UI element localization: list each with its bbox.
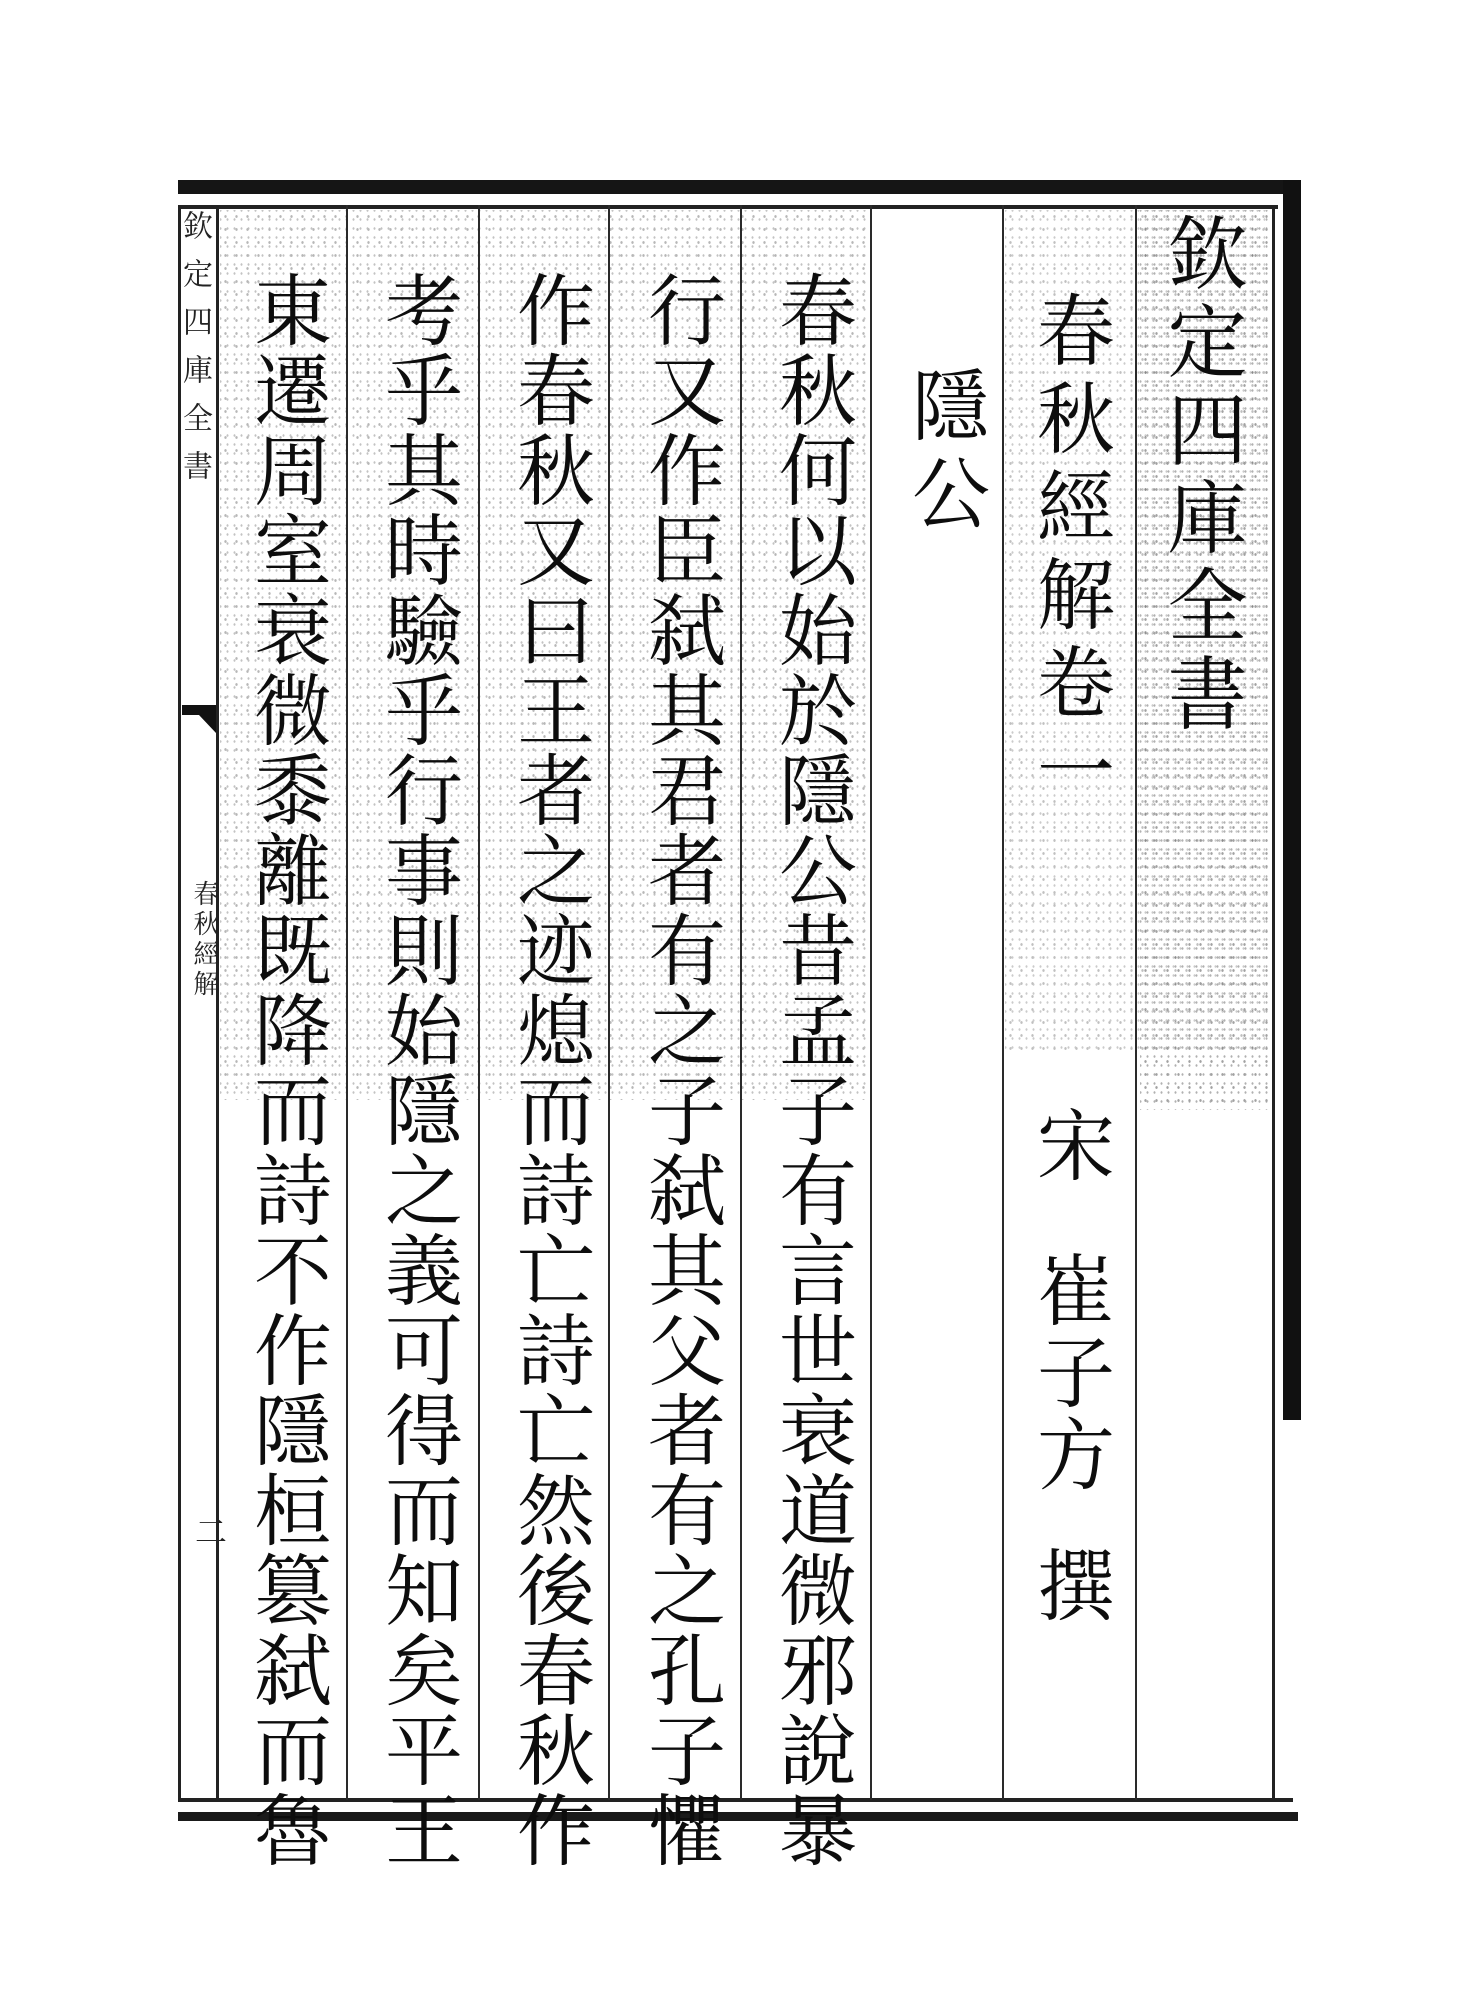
collection-title: 欽定四庫全書 (1154, 212, 1247, 740)
book-title: 春秋經解卷一 (1024, 290, 1114, 818)
column-rule (346, 205, 348, 1800)
author-dynasty: 宋 (1024, 1105, 1114, 1193)
margin-collection-title: 欽定四庫全書 (177, 210, 212, 498)
author-name: 崔子方 (1024, 1250, 1114, 1496)
frame-right-rule (1272, 205, 1275, 1800)
author-role: 撰 (1024, 1545, 1114, 1633)
text-column-4: 考乎其時驗乎行事則始隱之義可得而知矣平王 (372, 270, 462, 1870)
column-rule (740, 205, 742, 1800)
column-rule (1135, 205, 1137, 1800)
chapter-heading: 隱公 (899, 365, 989, 541)
frame-top-thick-rule (178, 180, 1298, 194)
frame-bottom-thick-rule (178, 1812, 1298, 1821)
margin-divider (216, 205, 219, 1800)
margin-page-number: 二 (190, 1515, 228, 1547)
frame-right-thick-bar (1283, 180, 1301, 1420)
text-column-1: 春秋何以始於隱公昔孟子有言世衰道微邪說暴 (766, 270, 856, 1870)
fishtail-mark-icon (182, 705, 216, 733)
column-rule (608, 205, 610, 1800)
frame-top-thin-rule (178, 205, 1278, 209)
column-rule (478, 205, 480, 1800)
margin-book-title: 春秋經解 (189, 880, 219, 1000)
text-column-5: 東遷周室衰微黍離既降而詩不作隱桓篡弑而魯 (241, 270, 331, 1870)
text-column-3: 作春秋又曰王者之迹熄而詩亡詩亡然後春秋作 (504, 270, 594, 1870)
text-column-2: 行又作臣弑其君者有之子弑其父者有之孔子懼 (635, 270, 725, 1870)
column-rule (870, 205, 872, 1800)
column-rule (1002, 205, 1004, 1800)
